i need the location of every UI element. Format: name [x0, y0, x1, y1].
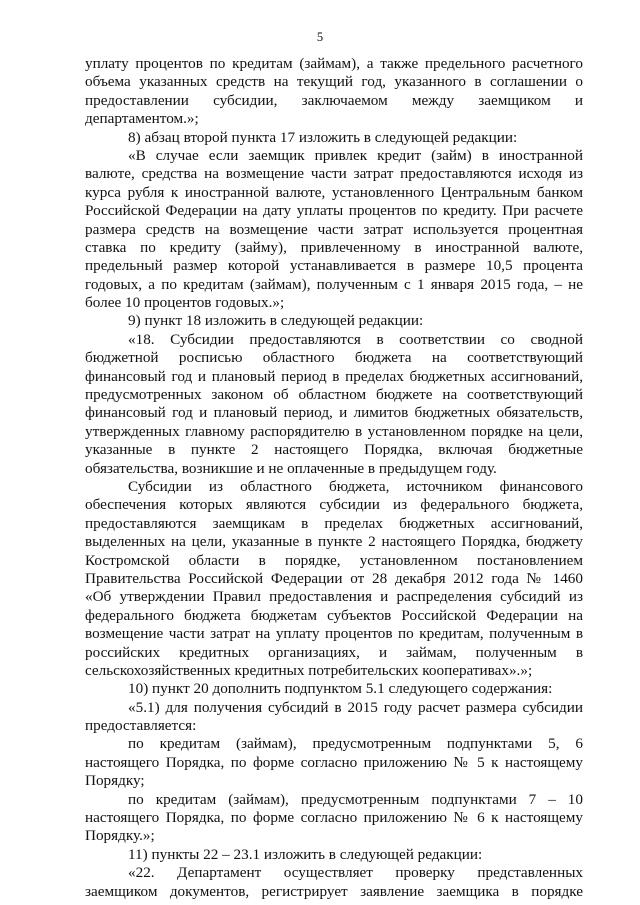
text-line: валюте, средства на возмещение части затрат предоставляются исходя из: [85, 165, 583, 183]
text-line: федерального бюджета бюджетам субъектов Российской Федерации на: [85, 606, 583, 624]
text-line: бюджетной росписью областного бюджета на соответствующий: [85, 349, 583, 367]
text-line: возмещение части затрат на уплату процентов по кредитам, полученным в: [85, 625, 583, 643]
text-line: объема указанных средств на текущий год, указанного в соглашении о: [85, 73, 583, 91]
text-line: выделенных на цели, указанные в пункте 2 настоящего Порядка, бюджету: [85, 533, 583, 551]
text-line: предоставлении субсидии, заключаемом между заемщиком и: [85, 91, 583, 109]
text-line: предусмотренных законом об областном бюджете на соответствующий: [85, 386, 583, 404]
text-line: годовых, а по кредитам (займам), полученным с 1 января 2015 года, – не: [85, 275, 583, 293]
text-line: настоящего Порядка, по форме согласно приложению № 6 к настоящему: [85, 809, 583, 827]
text-line: предоставляются заемщикам в пределах бюджетных ассигнований,: [85, 514, 583, 532]
text-line: Правительства Российской Федерации от 28 декабря 2012 года № 1460: [85, 569, 583, 587]
text-line: по кредитам (займам), предусмотренным подпунктами 5, 6: [128, 735, 583, 753]
text-line: «Об утверждении Правил предоставления и распределения субсидий из: [85, 588, 583, 606]
text-line: настоящего Порядка, по форме согласно приложению № 5 к настоящему: [85, 753, 583, 771]
text-line: департаментом.»;: [85, 110, 199, 128]
text-line: указанные в пункте 2 настоящего Порядка, включая бюджетные: [85, 441, 583, 459]
text-line: сельскохозяйственных кредитных потребительских кооперативах».»;: [85, 661, 533, 679]
text-line: утвержденных главному распорядителю в установленном порядке на цели,: [85, 422, 583, 440]
text-line: предельный размер которой устанавливается в размере 10,5 процента: [85, 257, 583, 275]
text-line: финансовый год и плановый период в пределах бюджетных ассигнований,: [85, 367, 583, 385]
text-line: Российской Федерации на дату уплаты процентов по кредиту. При расчете: [85, 202, 583, 220]
text-line: размера средств на возмещение части затрат используется процентная: [85, 220, 583, 238]
text-line: «В случае если заемщик привлек кредит (займ) в иностранной: [128, 146, 583, 164]
text-line: Субсидии из областного бюджета, источником финансового: [128, 477, 583, 495]
document-body: [85, 55, 583, 901]
text-line: финансовый год и плановый период, и лимитов бюджетных обязательств,: [85, 404, 583, 422]
text-line: Порядку.»;: [85, 827, 155, 845]
text-line: курса рубля к иностранной валюте, установленного Центральным банком: [85, 183, 583, 201]
text-line: ставка по кредиту (займу), привлеченному в иностранной валюте,: [85, 238, 583, 256]
text-line: 11) пункты 22 – 23.1 изложить в следующей редакции:: [128, 845, 483, 863]
text-line: «22. Департамент осуществляет проверку представленных: [128, 864, 583, 882]
page-number: 5: [316, 30, 324, 44]
text-line: уплату процентов по кредитам (займам), а также предельного расчетного: [85, 55, 583, 72]
text-line: заемщиком документов, регистрирует заявление заемщика в порядке: [85, 882, 583, 900]
text-line: 10) пункт 20 дополнить подпунктом 5.1 следующего содержания:: [128, 680, 553, 698]
text-line: обязательства, возникшие и не оплаченные в предыдущем году.: [85, 459, 497, 477]
text-line: 9) пункт 18 изложить в следующей редакции:: [128, 312, 424, 330]
text-line: по кредитам (займам), предусмотренным подпунктами 7 – 10: [128, 790, 583, 808]
text-line: «5.1) для получения субсидий в 2015 году расчет размера субсидии: [128, 698, 583, 716]
text-line: российских кредитных организациях, и займам, полученным в: [85, 643, 583, 661]
text-line: «18. Субсидии предоставляются в соответствии со сводной: [128, 330, 583, 348]
text-line: Порядку;: [85, 772, 145, 790]
text-line: предоставляется:: [85, 717, 197, 735]
text-line: обеспечения которых являются субсидии из федерального бюджета,: [85, 496, 583, 514]
text-line: 8) абзац второй пункта 17 изложить в следующей редакции:: [128, 128, 518, 146]
text-line: более 10 процентов годовых.»;: [85, 294, 285, 312]
text-line: Костромской области в порядке, установленном постановлением: [85, 551, 583, 569]
